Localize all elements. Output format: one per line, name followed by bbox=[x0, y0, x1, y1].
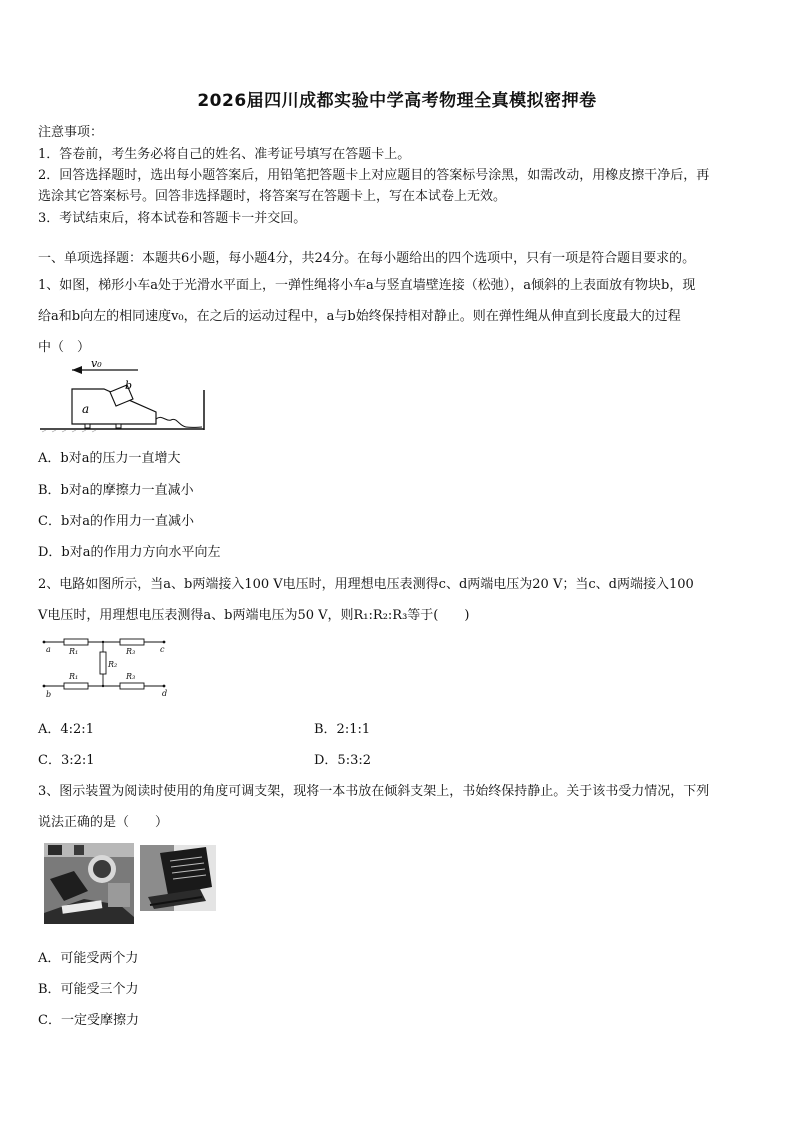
q1-option-a: A．b对a的压力一直增大 bbox=[38, 451, 181, 466]
q3-stem-line2: 说法正确的是（ ） bbox=[38, 815, 169, 830]
q2-option-b: B．2:1:1 bbox=[314, 722, 371, 737]
q1-option-c: C．b对a的作用力一直减小 bbox=[38, 514, 195, 529]
r1-top-label: R₁ bbox=[69, 647, 79, 656]
q1-stem-line3: 中（ ） bbox=[38, 340, 91, 355]
q3-photo-reading bbox=[44, 843, 134, 924]
terminal-c-label: c bbox=[160, 645, 165, 654]
q2-stem-line1: 2、电路如图所示，当a、b两端接入100 V电压时，用理想电压表测得c、d两端电压为20 V；当c、d两端接入100 bbox=[38, 577, 694, 592]
q2-circuit-figure bbox=[40, 632, 172, 700]
q3-photo-stand bbox=[140, 845, 216, 911]
q1-option-b: B．b对a的摩擦力一直减小 bbox=[38, 483, 194, 498]
notice-item-1: 1．答卷前，考生务必将自己的姓名、准考证号填写在答题卡上。 bbox=[38, 147, 411, 162]
q2-option-c: C．3:2:1 bbox=[38, 753, 95, 768]
r3-top-label: R₃ bbox=[126, 647, 136, 656]
q3-stem-line1: 3、图示装置为阅读时使用的角度可调支架，现将一本书放在倾斜支架上，书始终保持静止。关于该书受力情况，下列 bbox=[38, 784, 710, 799]
r3-bottom-label: R₃ bbox=[126, 672, 136, 681]
q2-option-d: D．5:3:2 bbox=[314, 753, 371, 768]
page-title: 2026届四川成都实验中学高考物理全真模拟密押卷 bbox=[197, 91, 597, 111]
cart-a-label: a bbox=[82, 402, 90, 416]
q3-option-c: C．一定受摩擦力 bbox=[38, 1013, 139, 1028]
notice-item-3: 3．考试结束后，将本试卷和答题卡一并交回。 bbox=[38, 211, 307, 226]
terminal-b-label: b bbox=[46, 690, 52, 699]
q2-option-a: A．4:2:1 bbox=[38, 722, 94, 737]
q2-stem-line2: V电压时，用理想电压表测得a、b两端电压为50 V，则R₁:R₂:R₃等于( ) bbox=[38, 608, 470, 623]
wheel-left bbox=[85, 424, 90, 428]
resistor-r2 bbox=[100, 652, 106, 674]
q1-cart-figure bbox=[38, 356, 208, 438]
v0-label: v₀ bbox=[91, 357, 102, 370]
q3-option-b: B．可能受三个力 bbox=[38, 982, 139, 997]
resistor-r1-bottom bbox=[64, 683, 88, 689]
resistor-r3-bottom bbox=[120, 683, 144, 689]
q1-option-d: D．b对a的作用力方向水平向左 bbox=[38, 545, 221, 560]
terminal-a-label: a bbox=[46, 645, 51, 654]
notice-item-2: 2．回答选择题时，选出每小题答案后，用铅笔把答题卡上对应题目的答案标号涂黑，如需改动，用橡皮擦干净后，再 bbox=[38, 168, 710, 183]
wheel-right bbox=[116, 424, 121, 428]
q1-stem-line2: 给a和b向左的相同速度v₀，在之后的运动过程中，a与b始终保持相对静止。则在弹性绳从伸直到长度最大的过程 bbox=[38, 309, 681, 324]
q3-option-a: A．可能受两个力 bbox=[38, 951, 139, 966]
section-heading: 一、单项选择题：本题共6小题，每小题4分，共24分。在每小题给出的四个选项中，只有一项是符合题目要求的。 bbox=[38, 251, 696, 266]
q1-stem-line1: 1、如图，梯形小车a处于光滑水平面上，一弹性绳将小车a与竖直墙壁连接（松弛），a倾斜的上表面放有物块b，现 bbox=[38, 278, 696, 293]
resistor-r3-top bbox=[120, 639, 144, 645]
notice-heading: 注意事项： bbox=[38, 125, 104, 140]
r1-bottom-label: R₁ bbox=[69, 672, 79, 681]
terminal-d-label: d bbox=[162, 689, 168, 698]
block-b-label: b bbox=[125, 379, 133, 392]
resistor-r1-top bbox=[64, 639, 88, 645]
elastic-rope bbox=[156, 417, 202, 427]
notice-item-2-cont: 选涂其它答案标号。回答非选择题时，将答案写在答题卡上，写在本试卷上无效。 bbox=[38, 189, 507, 204]
r2-label: R₂ bbox=[108, 660, 118, 669]
velocity-arrowhead bbox=[72, 366, 82, 374]
